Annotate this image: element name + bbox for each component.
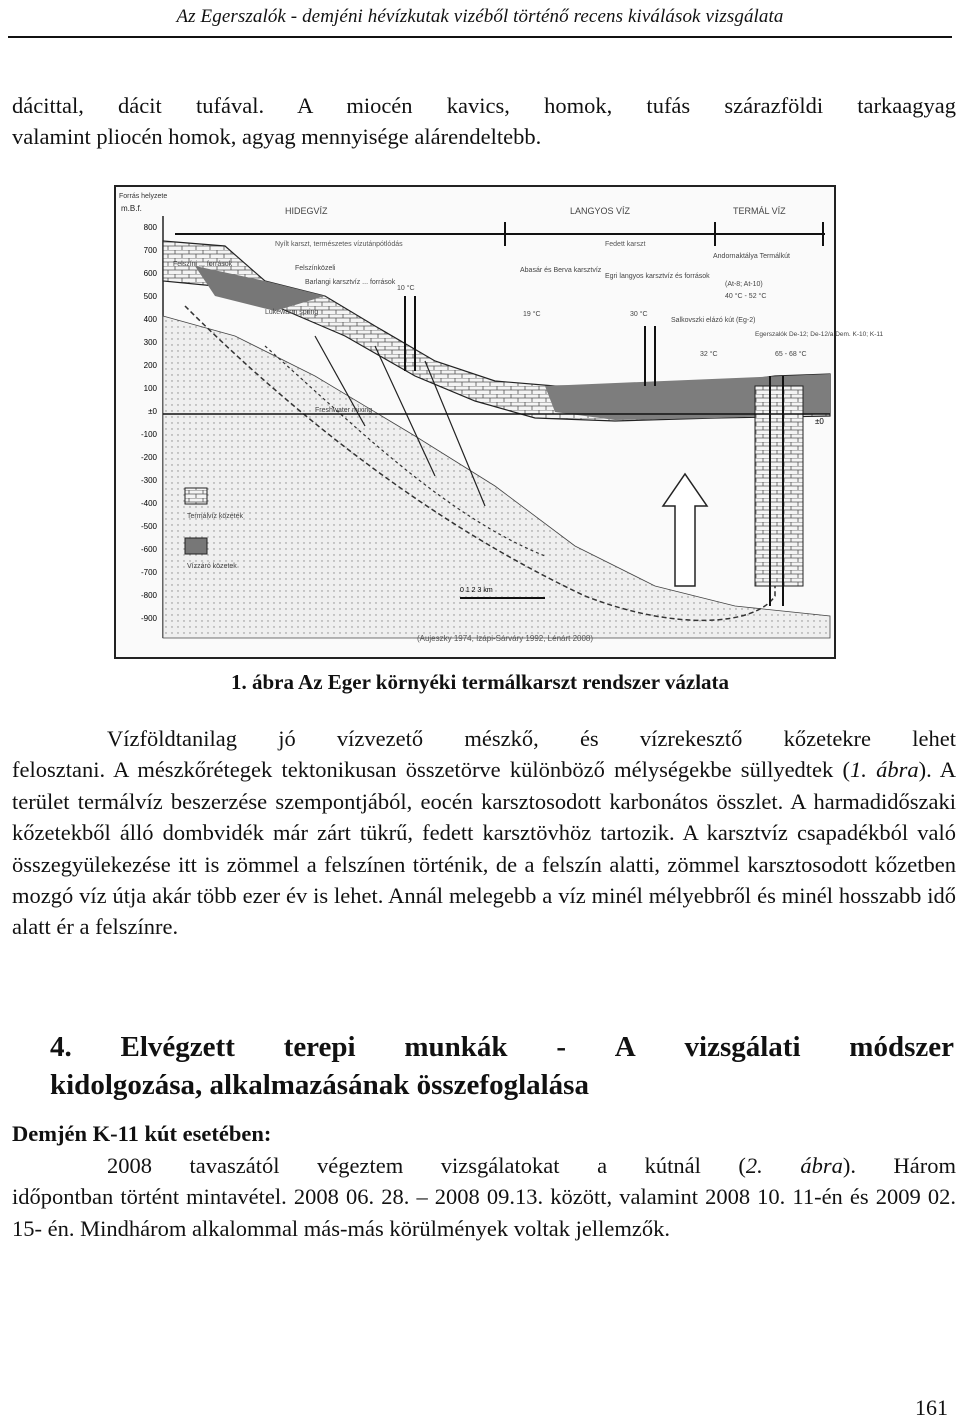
body2-first-line <box>12 1150 956 1181</box>
elev-tick: -400 <box>140 499 157 508</box>
figure-ref-2: 2. ábra <box>745 1153 843 1178</box>
body1-first-line: Vízföldtanilag jó vízvezető mészkő, és vízrekesztő kőzetekre lehet <box>107 726 956 751</box>
section-word: A <box>614 1031 636 1063</box>
elev-tick: 100 <box>143 384 157 393</box>
elev-tick: -600 <box>140 545 157 554</box>
right-level-label: ±0 <box>815 417 824 426</box>
elev-tick: -500 <box>140 522 157 531</box>
intro-line-1: dácittal, dácit tufával. A miocén kavics, homok, tufás szárazföldi tarkaagyag <box>12 93 956 118</box>
temp-30-label: 30 °C <box>630 311 648 318</box>
elev-tick: 600 <box>143 269 157 278</box>
subheading: Demjén K-11 kút esetében: <box>12 1121 272 1146</box>
spring-area-label: Felszínközeli <box>295 265 336 272</box>
section-title-line-1 <box>50 1028 954 1066</box>
legend-thermal-swatch <box>185 488 207 504</box>
body2-rest: időpontban történt mintavétel. 2008 06. 28. – 2008 09.13. között, valamint 2008 10. 11-én és 2009 02. 15- én. Mindhárom alkalommal más-más körülmények voltak jellemzők. <box>12 1184 956 1241</box>
body2-line1-a: 2008 tavaszától végeztem vizsgálatokat a kútnál ( <box>107 1153 746 1178</box>
section-heading <box>50 1028 954 1104</box>
elev-tick: -200 <box>140 453 157 462</box>
zone-lukewarm-water: LANGYOS VÍZ <box>570 206 631 216</box>
elev-tick: 800 <box>143 223 157 232</box>
figure-caption <box>0 670 960 695</box>
open-karst-label: Nyílt karszt, természetes vízutánpótlódás <box>275 241 403 248</box>
egerszalok-wells-label: Egerszalók De-12; De-12/a Dem. K-10; K-11 <box>755 331 884 338</box>
andornak-temp-label: 40 °C - 52 °C <box>725 293 767 300</box>
source-note: Forrás helyzete <box>119 193 168 200</box>
abrasion-label: Abasár és Berva karsztvíz <box>520 267 602 274</box>
intro-paragraph <box>12 90 956 153</box>
caption-text: Az Eger környéki termálkarszt rendszer vázlata <box>298 670 730 694</box>
elev-tick: -700 <box>140 568 157 577</box>
cold-springs-label: Felszíni ... források <box>173 261 233 268</box>
elev-tick: 400 <box>143 315 157 324</box>
body-paragraph-1 <box>12 723 956 943</box>
body1-text-b: ). A terület termálvíz beszerzése szempontjából, eocén karsztosodott karbonátos összlet. A harmadidőszaki kőzetekből álló dombvidék már zárt tükrű, fedett karsztövhöz tartozik. A karsztvíz csapadékból való összegyülekezése itt is zömmel a felszínen történik, de a felszín alatti, zömmel karsztosodott kőzetben mozgó víz útja akár több ezer év is lehet. Annál melegebb a víz minél mélyebbről és minél hosszabb idő alatt ér a felszínre. <box>12 757 957 940</box>
fresh-mixing-label: Freshwater mixing <box>315 407 373 414</box>
karst-springs-label: Barlangi karsztvíz ... források <box>305 279 396 286</box>
salkovszki-label: Salkovszki elázó kút (Eg-2) <box>671 317 756 324</box>
elev-tick: -100 <box>140 430 157 439</box>
section-word: Elvégzett <box>120 1031 235 1063</box>
elev-tick: 300 <box>143 338 157 347</box>
temp-10-label: 10 °C <box>397 285 415 292</box>
figure-source: (Aujeszky 1974, Izápi-Sárváry 1992, Lénárt 2008) <box>416 634 594 643</box>
intro-line-2: valamint pliocén homok, agyag mennyisége alárendeltebb. <box>12 124 542 150</box>
thermal-karst-diagram <box>115 186 884 658</box>
section-word: munkák <box>404 1031 508 1063</box>
temp-19-label: 19 °C <box>523 311 541 318</box>
salkovszki-temp-label: 32 °C <box>700 351 718 358</box>
body1-text-a: felosztani. A mészkőrétegek tektonikusan összetörve különböző mélységekbe süllyedtek ( <box>12 757 851 783</box>
caption-number: 1. ábra <box>230 670 294 694</box>
andornak-detail-label: (At-8; At-10) <box>725 281 763 288</box>
legend-thermal-label: Termálvíz közetek <box>187 513 244 520</box>
elev-tick: -800 <box>140 591 157 600</box>
body2-line1-b: ). Három <box>842 1153 956 1178</box>
legend-cold-label: Vízzáró közetek <box>187 563 237 570</box>
elev-tick: 700 <box>143 246 157 255</box>
section-word: módszer <box>849 1031 954 1063</box>
egerszalok-temp-label: 65 - 68 °C <box>775 351 807 358</box>
scale-label: 0 1 2 3 km <box>460 587 493 594</box>
section-word: vizsgálati <box>684 1031 801 1063</box>
section-word: terepi <box>283 1031 356 1063</box>
header-rule <box>8 36 952 38</box>
covered-karst-label: Fedett karszt <box>605 241 646 248</box>
lukewarm-spring-label: Lukewarm spring <box>265 309 319 316</box>
section-title-line-2: kidolgozása, alkalmazásának összefoglalása <box>50 1069 589 1101</box>
running-header: Az Egerszalók - demjéni hévízkutak vizéből történő recens kiválások vizsgálata <box>176 6 784 27</box>
fault-block <box>755 386 803 586</box>
legend-cold-swatch <box>185 538 207 554</box>
section-number: 4. <box>50 1031 72 1063</box>
figure-ref-1: 1. ábra <box>850 757 919 783</box>
section-word: - <box>556 1031 566 1063</box>
elev-tick: -900 <box>140 614 157 623</box>
eger-lukewarm-label: Egri langyos karsztvíz és források <box>605 273 710 280</box>
elev-tick: 200 <box>143 361 157 370</box>
elev-tick: -300 <box>140 476 157 485</box>
elevation-unit: m.B.f. <box>121 204 142 213</box>
andornak-label: Andornaktálya Termálkút <box>713 253 790 260</box>
zone-thermal-water: TERMÁL VÍZ <box>733 206 786 216</box>
elev-tick: ±0 <box>148 407 157 416</box>
elev-tick: 500 <box>143 292 157 301</box>
page-number: 161 <box>915 1395 948 1420</box>
zone-cold-water: HIDEGVÍZ <box>285 206 328 216</box>
body-paragraph-2 <box>12 1150 956 1244</box>
